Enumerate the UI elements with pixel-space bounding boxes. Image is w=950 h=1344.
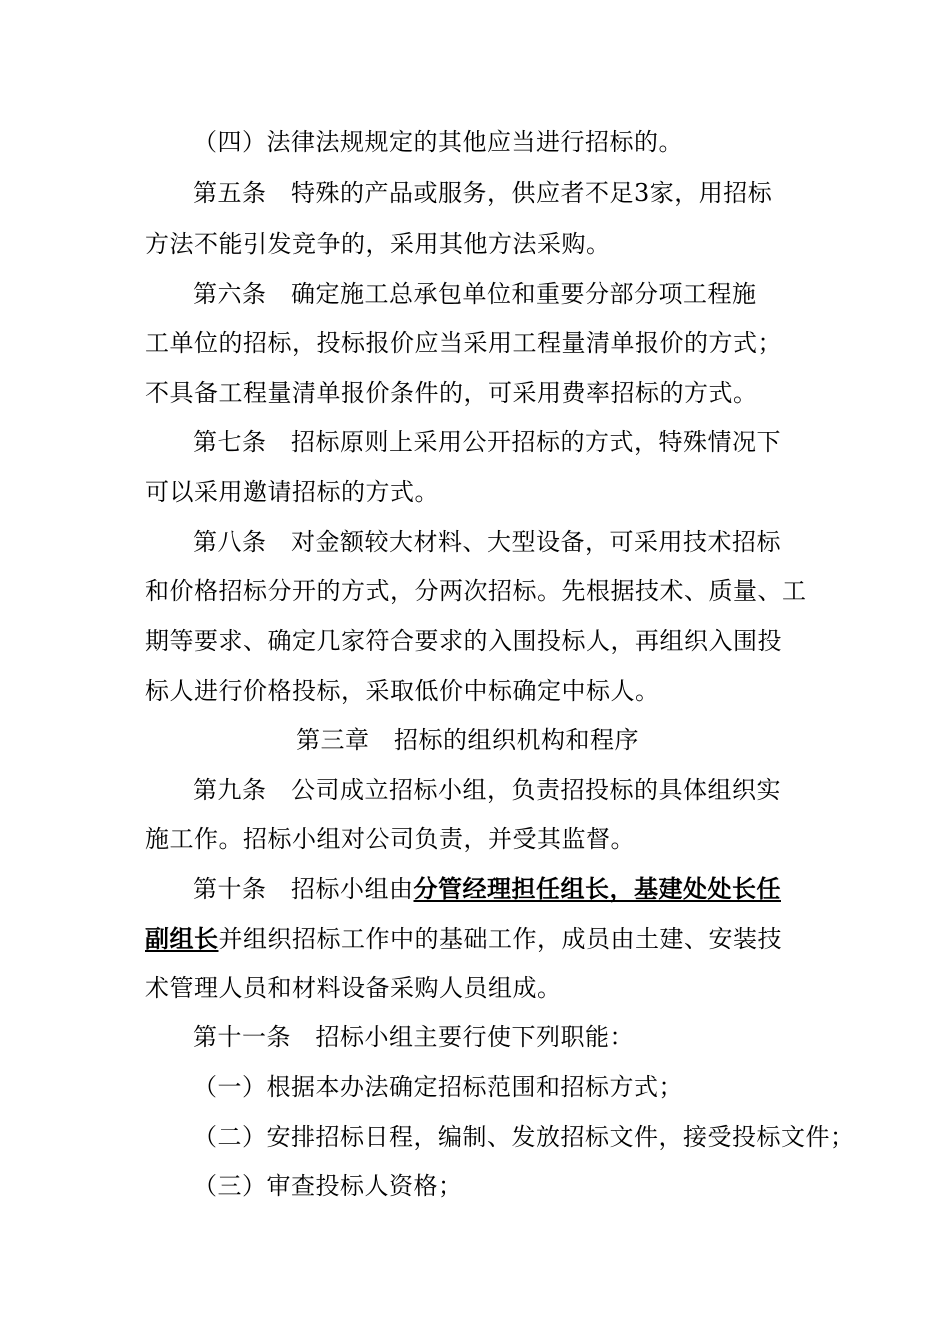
text-line: 工单位的招标，投标报价应当采用工程量清单报价的方式； <box>145 329 782 357</box>
text-run: 并组织招标工作中的基础工作，成员由土建、安装技 <box>218 925 782 953</box>
text-line: 施工作。招标小组对公司负责，并受其监督。 <box>145 825 635 853</box>
text-line: （一）根据本办法确定招标范围和招标方式； <box>193 1073 683 1101</box>
text-line: 标人进行价格投标，采取低价中标确定中标人。 <box>145 677 660 705</box>
text-line: （二）安排招标日程，编制、发放招标文件，接受投标文件； <box>193 1123 855 1151</box>
text-line: 第七条 招标原则上采用公开招标的方式，特殊情况下 <box>193 428 781 456</box>
emphasis-text: 分管经理担任组长，基建处处长任 <box>413 874 781 903</box>
text-line <box>193 874 781 904</box>
text-run: 第十条 招标小组由 <box>193 875 414 903</box>
text-line: 第八条 对金额较大材料、大型设备，可采用技术招标 <box>193 528 781 556</box>
text-line: （四）法律法规规定的其他应当进行招标的。 <box>193 128 683 156</box>
text-line: 和价格招标分开的方式，分两次招标。先根据技术、质量、工 <box>145 577 807 605</box>
text-line: 期等要求、确定几家符合要求的入围投标人，再组织入围投 <box>145 627 782 655</box>
chapter-title: 第三章 招标的组织机构和程序 <box>296 726 639 754</box>
text-line: 术管理人员和材料设备采购人员组成。 <box>145 974 562 1002</box>
text-line <box>145 924 782 954</box>
text-line: 第五条 特殊的产品或服务，供应者不足3家，用招标 <box>193 179 773 207</box>
text-line: 不具备工程量清单报价条件的，可采用费率招标的方式。 <box>145 379 758 407</box>
text-line: 可以采用邀请招标的方式。 <box>145 478 439 506</box>
text-line: 方法不能引发竞争的，采用其他方法采购。 <box>145 230 611 258</box>
text-line: 第九条 公司成立招标小组，负责招投标的具体组织实 <box>193 776 781 804</box>
text-line: 第十一条 招标小组主要行使下列职能： <box>193 1023 634 1051</box>
text-line: （三）审查投标人资格； <box>193 1172 463 1200</box>
emphasis-text: 副组长 <box>145 924 219 953</box>
text-line: 第六条 确定施工总承包单位和重要分部分项工程施 <box>193 280 757 308</box>
